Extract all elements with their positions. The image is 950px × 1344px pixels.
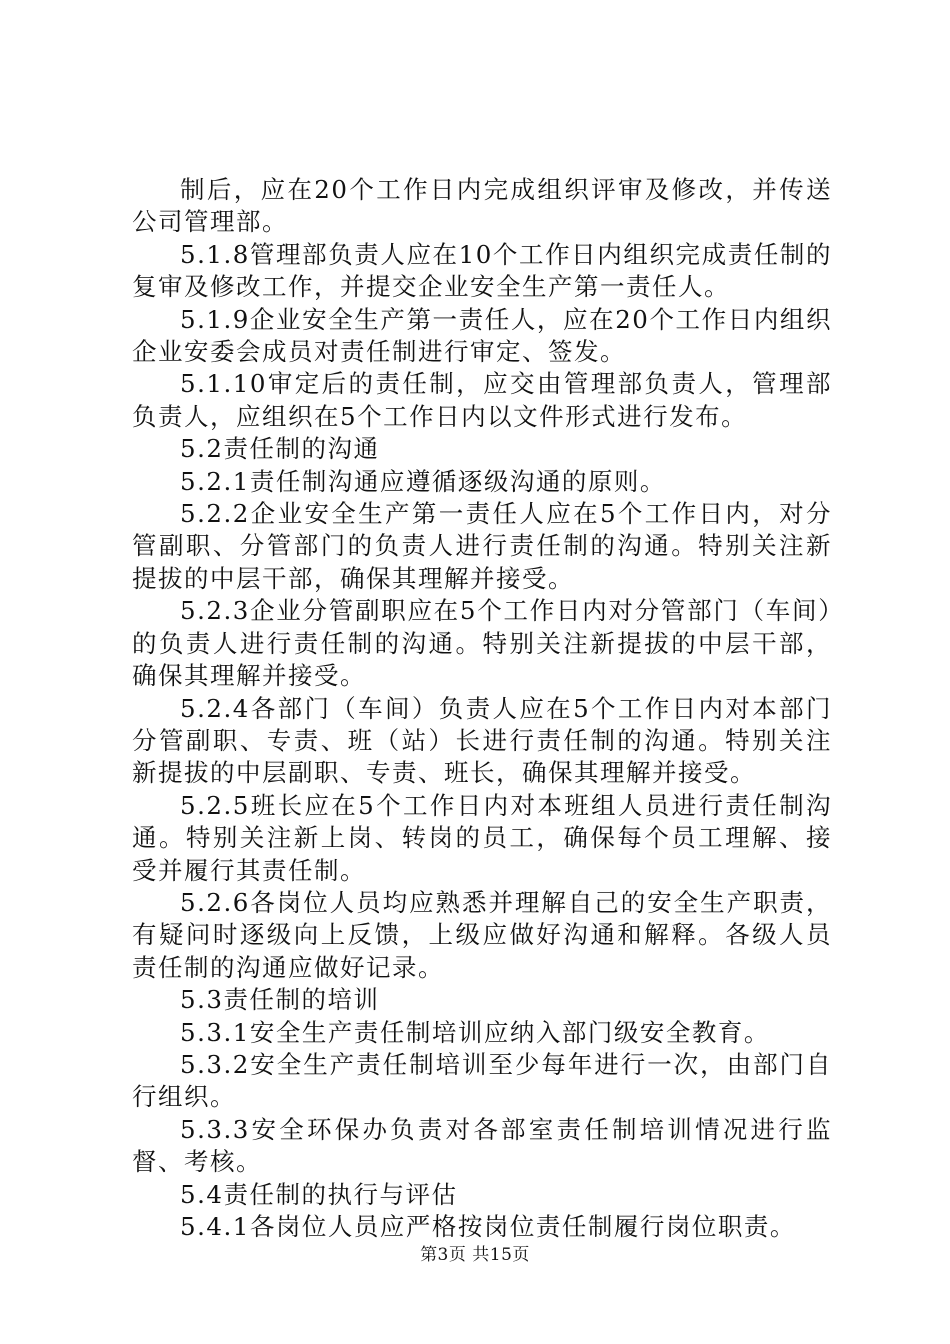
section-heading: 5.3责任制的培训 xyxy=(180,985,380,1015)
paragraph: 5.2.3企业分管副职应在5个工作日内对分管部门（车间）的负责人进行责任制的沟通。特别关注新提拔的中层干部，确保其理解并接受。 xyxy=(132,596,832,691)
paragraph: 制后，应在20个工作日内完成组织评审及修改，并传送公司管理部。 xyxy=(132,175,832,237)
paragraph: 5.3.1安全生产责任制培训应纳入部门级安全教育。 xyxy=(180,1017,770,1047)
paragraph: 5.3.3安全环保办负责对各部室责任制培训情况进行监督、考核。 xyxy=(132,1114,832,1177)
document-body xyxy=(132,174,832,1243)
section-heading: 5.4责任制的执行与评估 xyxy=(180,1179,458,1209)
paragraph: 5.1.9企业安全生产第一责任人，应在20个工作日内组织企业安委会成员对责任制进行审定、签发。 xyxy=(132,304,832,367)
section-heading: 5.2责任制的沟通 xyxy=(180,434,380,464)
paragraph: 5.1.8管理部负责人应在10个工作日内组织完成责任制的复审及修改工作，并提交企业安全生产第一责任人。 xyxy=(132,239,832,302)
paragraph: 5.2.5班长应在5个工作日内对本班组人员进行责任制沟通。特别关注新上岗、转岗的员工，确保每个员工理解、接受并履行其责任制。 xyxy=(132,790,832,885)
paragraph: 5.2.2企业安全生产第一责任人应在5个工作日内，对分管副职、分管部门的负责人进行责任制的沟通。特别关注新提拔的中层干部，确保其理解并接受。 xyxy=(132,499,832,593)
paragraph: 5.2.6各岗位人员均应熟悉并理解自己的安全生产职责，有疑问时逐级向上反馈，上级应做好沟通和解释。各级人员责任制的沟通应做好记录。 xyxy=(132,887,832,982)
paragraph: 5.2.1责任制沟通应遵循逐级沟通的原则。 xyxy=(180,466,666,496)
page-footer xyxy=(0,1240,950,1265)
page-number-label: 第3页 共15页 xyxy=(420,1245,530,1265)
paragraph: 5.4.1各岗位人员应严格按岗位责任制履行岗位职责。 xyxy=(180,1212,796,1241)
paragraph: 5.1.10审定后的责任制，应交由管理部负责人，管理部负责人，应组织在5个工作日内以文件形式进行发布。 xyxy=(132,369,832,431)
paragraph: 5.3.2安全生产责任制培训至少每年进行一次，由部门自行组织。 xyxy=(132,1049,832,1112)
paragraph: 5.2.4各部门（车间）负责人应在5个工作日内对本部门分管副职、专责、班（站）长进行责任制的沟通。特别关注新提拔的中层副职、专责、班长，确保其理解并接受。 xyxy=(132,693,832,788)
